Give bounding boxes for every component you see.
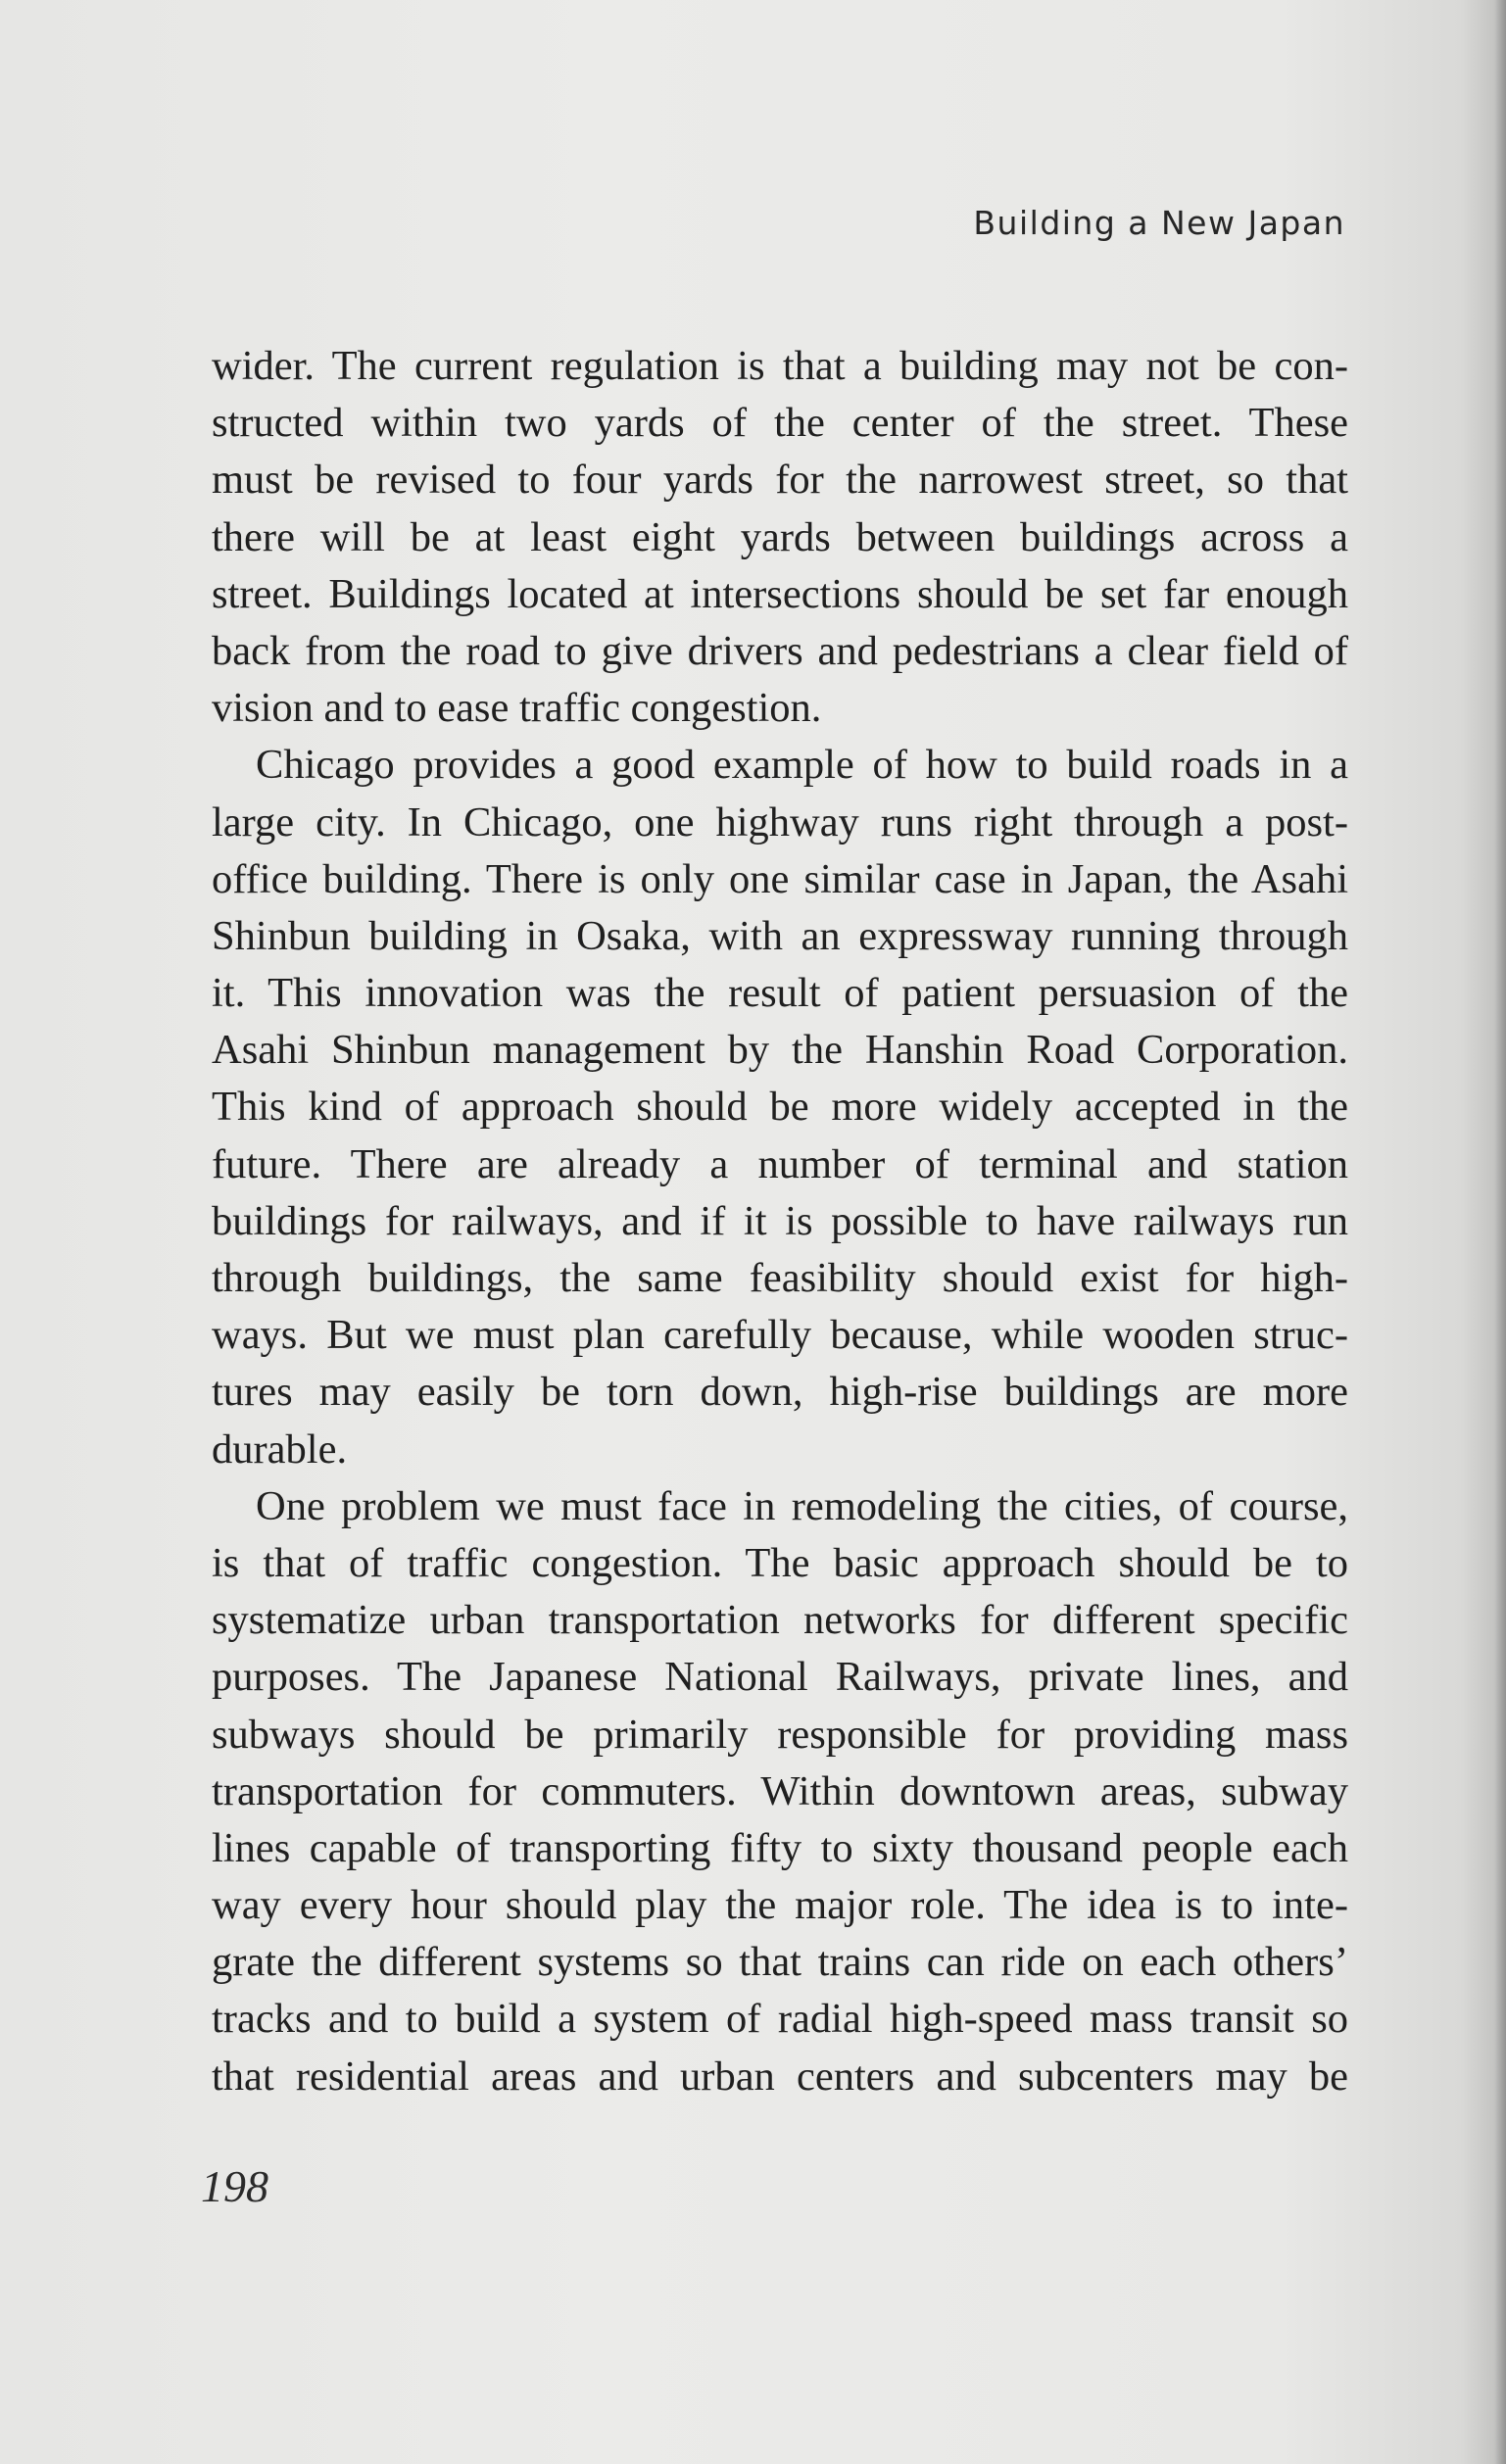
text-line: street. Buildings located at intersections should be set far enough bbox=[212, 570, 1348, 617]
text-line: that residential areas and urban centers and subcenters may be bbox=[212, 2053, 1348, 2100]
text-line: tures may easily be torn down, high-rise buildings are more bbox=[212, 1369, 1348, 1416]
text-line: purposes. The Japanese National Railways, private lines, and bbox=[212, 1654, 1348, 1701]
text-line: Asahi Shinbun management by the Hanshin Road Corporation. bbox=[212, 1027, 1348, 1074]
text-line: structed within two yards of the center of the street. These bbox=[212, 400, 1348, 447]
text-line: large city. In Chicago, one highway runs right through a post- bbox=[212, 798, 1348, 845]
text-line: wider. The current regulation is that a building may not be con- bbox=[212, 343, 1348, 389]
text-line: back from the road to give drivers and pedestrians a clear field of bbox=[212, 627, 1348, 674]
text-line: vision and to ease traffic congestion. bbox=[212, 685, 822, 732]
text-line: office building. There is only one similar case in Japan, the Asahi bbox=[212, 855, 1348, 902]
text-line: grate the different systems so that trains can ride on each others’ bbox=[212, 1939, 1348, 1986]
text-line: must be revised to four yards for the narrowest street, so that bbox=[212, 457, 1348, 504]
text-line: is that of traffic congestion. The basic approach should be to bbox=[212, 1539, 1348, 1586]
text-line: lines capable of transporting fifty to sixty thousand people each bbox=[212, 1824, 1348, 1871]
page-edge-shadow bbox=[1494, 0, 1506, 2464]
text-line: ways. But we must plan carefully because, while wooden struc- bbox=[212, 1312, 1348, 1359]
text-line: Chicago provides a good example of how to build roads in a bbox=[256, 742, 1348, 789]
text-line: future. There are already a number of terminal and station bbox=[212, 1140, 1348, 1187]
text-line: transportation for commuters. Within downtown areas, subway bbox=[212, 1767, 1348, 1814]
text-line: durable. bbox=[212, 1425, 348, 1473]
text-line: subways should be primarily responsible for providing mass bbox=[212, 1711, 1348, 1758]
text-line: Shinbun building in Osaka, with an expressway running through bbox=[212, 912, 1348, 959]
text-line: systematize urban transportation networks for different specific bbox=[212, 1597, 1348, 1644]
text-line: through buildings, the same feasibility should exist for high- bbox=[212, 1255, 1348, 1301]
text-line: This kind of approach should be more widely accepted in the bbox=[212, 1084, 1348, 1131]
body-text bbox=[212, 338, 1348, 2105]
running-head: Building a New Japan bbox=[973, 204, 1345, 242]
text-line: there will be at least eight yards between buildings across a bbox=[212, 513, 1348, 560]
text-line: buildings for railways, and if it is possible to have railways run bbox=[212, 1197, 1348, 1244]
page-number: 198 bbox=[201, 2161, 268, 2211]
text-line: One problem we must face in remodeling the cities, of course, bbox=[256, 1482, 1348, 1529]
text-line: way every hour should play the major role. The idea is to inte- bbox=[212, 1882, 1348, 1929]
text-line: tracks and to build a system of radial high-speed mass transit so bbox=[212, 1996, 1348, 2043]
text-line: it. This innovation was the result of patient persuasion of the bbox=[212, 970, 1348, 1017]
